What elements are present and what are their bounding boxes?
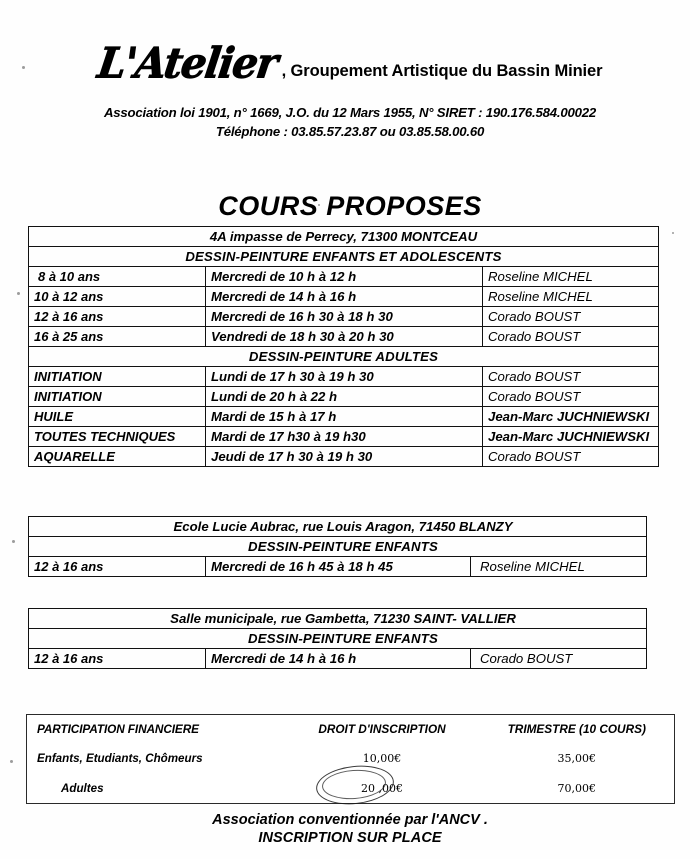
- course-age: 8 à 10 ans: [29, 267, 206, 287]
- course-schedule: Jeudi de 17 h 30 à 19 h 30: [206, 447, 483, 467]
- course-teacher: Jean-Marc JUCHNIEWSKI: [483, 407, 659, 427]
- footer-line-ancv: Association conventionnée par l'ANCV .: [212, 812, 488, 828]
- document-footer: [0, 812, 700, 846]
- table-row-section: [29, 537, 647, 557]
- table-row-venue: [29, 227, 659, 247]
- course-schedule: Mercredi de 14 h à 16 h: [206, 649, 471, 669]
- fees-row: [27, 773, 675, 804]
- fees-header-term: TRIMESTRE (10 COURS): [507, 722, 646, 736]
- section-title: DESSIN-PEINTURE ENFANTS ET ADOLESCENTS: [29, 247, 659, 267]
- scan-speck: [10, 760, 13, 763]
- course-teacher: Corado BOUST: [483, 387, 659, 407]
- table-row-venue: [29, 609, 647, 629]
- fees-table: [26, 714, 675, 804]
- course-schedule: Mercredi de 10 h à 12 h: [206, 267, 483, 287]
- table-row: [29, 267, 659, 287]
- course-teacher: Corado BOUST: [483, 367, 659, 387]
- course-age: 16 à 25 ans: [29, 327, 206, 347]
- course-schedule: Mercredi de 16 h 45 à 18 h 45: [206, 557, 471, 577]
- association-legal-line: Association loi 1901, n° 1669, J.O. du 12 Mars 1955, N° SIRET : 190.176.584.00022: [103, 105, 597, 120]
- scan-speck: [672, 232, 674, 234]
- course-schedule: Lundi de 17 h 30 à 19 h 30: [206, 367, 483, 387]
- venue-label: Ecole Lucie Aubrac, rue Louis Aragon, 71450 BLANZY: [29, 517, 647, 537]
- table-row: [29, 367, 659, 387]
- course-age: INITIATION: [29, 367, 206, 387]
- course-schedule: Mercredi de 16 h 30 à 18 h 30: [206, 307, 483, 327]
- fees-category: Adultes: [61, 781, 104, 795]
- table-row: [29, 447, 659, 467]
- course-age: 10 à 12 ans: [29, 287, 206, 307]
- venue-label: 4A impasse de Perrecy, 71300 MONTCEAU: [29, 227, 659, 247]
- fees-term: 35,00€: [557, 751, 596, 765]
- course-teacher: Corado BOUST: [483, 447, 659, 467]
- course-schedule: Mardi de 17 h30 à 19 h30: [206, 427, 483, 447]
- course-age: 12 à 16 ans: [29, 307, 206, 327]
- scan-speck: [12, 540, 15, 543]
- venue-label: Salle municipale, rue Gambetta, 71230 SAINT- VALLIER: [29, 609, 647, 629]
- course-schedule: Mercredi de 14 h à 16 h: [206, 287, 483, 307]
- course-teacher: Corado BOUST: [471, 649, 647, 669]
- logo-line: [0, 34, 700, 89]
- course-table-montceau: [28, 226, 659, 467]
- course-schedule: Vendredi de 18 h 30 à 20 h 30: [206, 327, 483, 347]
- fees-header-registration: DROIT D'INSCRIPTION: [318, 722, 446, 736]
- fees-row: [27, 743, 675, 773]
- logo-subtitle: , Groupement Artistique du Bassin Minier: [281, 61, 603, 80]
- table-row: [29, 649, 647, 669]
- fees-category: Enfants, Etudiants, Chômeurs: [37, 751, 203, 765]
- fees-registration: 20 ,00€: [361, 781, 403, 795]
- course-age: HUILE: [29, 407, 206, 427]
- course-teacher: Roseline MICHEL: [483, 267, 659, 287]
- course-teacher: Roseline MICHEL: [483, 287, 659, 307]
- telephone-line: Téléphone : 03.85.57.23.87 ou 03.85.58.00.60: [215, 124, 485, 139]
- course-age: INITIATION: [29, 387, 206, 407]
- course-teacher: Roseline MICHEL: [471, 557, 647, 577]
- course-schedule: Mardi de 15 h à 17 h: [206, 407, 483, 427]
- table-row-section: [29, 629, 647, 649]
- table-row-venue: [29, 517, 647, 537]
- course-age: AQUARELLE: [29, 447, 206, 467]
- table-row: [29, 427, 659, 447]
- section-title: DESSIN-PEINTURE ENFANTS: [29, 629, 647, 649]
- fees-term: 70,00€: [557, 781, 596, 795]
- course-teacher: Corado BOUST: [483, 307, 659, 327]
- table-row: [29, 287, 659, 307]
- table-row: [29, 387, 659, 407]
- course-schedule: Lundi de 20 h à 22 h: [206, 387, 483, 407]
- section-title: DESSIN-PEINTURE ADULTES: [29, 347, 659, 367]
- fees-header-category: PARTICIPATION FINANCIERE: [37, 722, 199, 736]
- fees-registration: 10,00€: [362, 751, 402, 765]
- table-row-section: [29, 347, 659, 367]
- table-row: [29, 557, 647, 577]
- atelier-logo: L'Atelier: [94, 38, 280, 89]
- document-header: [0, 34, 700, 139]
- course-teacher: Jean-Marc JUCHNIEWSKI: [483, 427, 659, 447]
- course-age: TOUTES TECHNIQUES: [29, 427, 206, 447]
- table-row: [29, 307, 659, 327]
- page-title: COURS PROPOSES: [218, 191, 482, 221]
- course-age: 12 à 16 ans: [29, 557, 206, 577]
- table-row-section: [29, 247, 659, 267]
- section-title: DESSIN-PEINTURE ENFANTS: [29, 537, 647, 557]
- fees-header-row: [27, 715, 675, 744]
- course-age: 12 à 16 ans: [29, 649, 206, 669]
- table-row: [29, 407, 659, 427]
- course-teacher: Corado BOUST: [483, 327, 659, 347]
- table-row: [29, 327, 659, 347]
- course-table-saint-vallier: [28, 608, 647, 669]
- footer-line-inscription: INSCRIPTION SUR PLACE: [258, 830, 442, 846]
- course-table-blanzy: [28, 516, 647, 577]
- scan-speck: [17, 292, 20, 295]
